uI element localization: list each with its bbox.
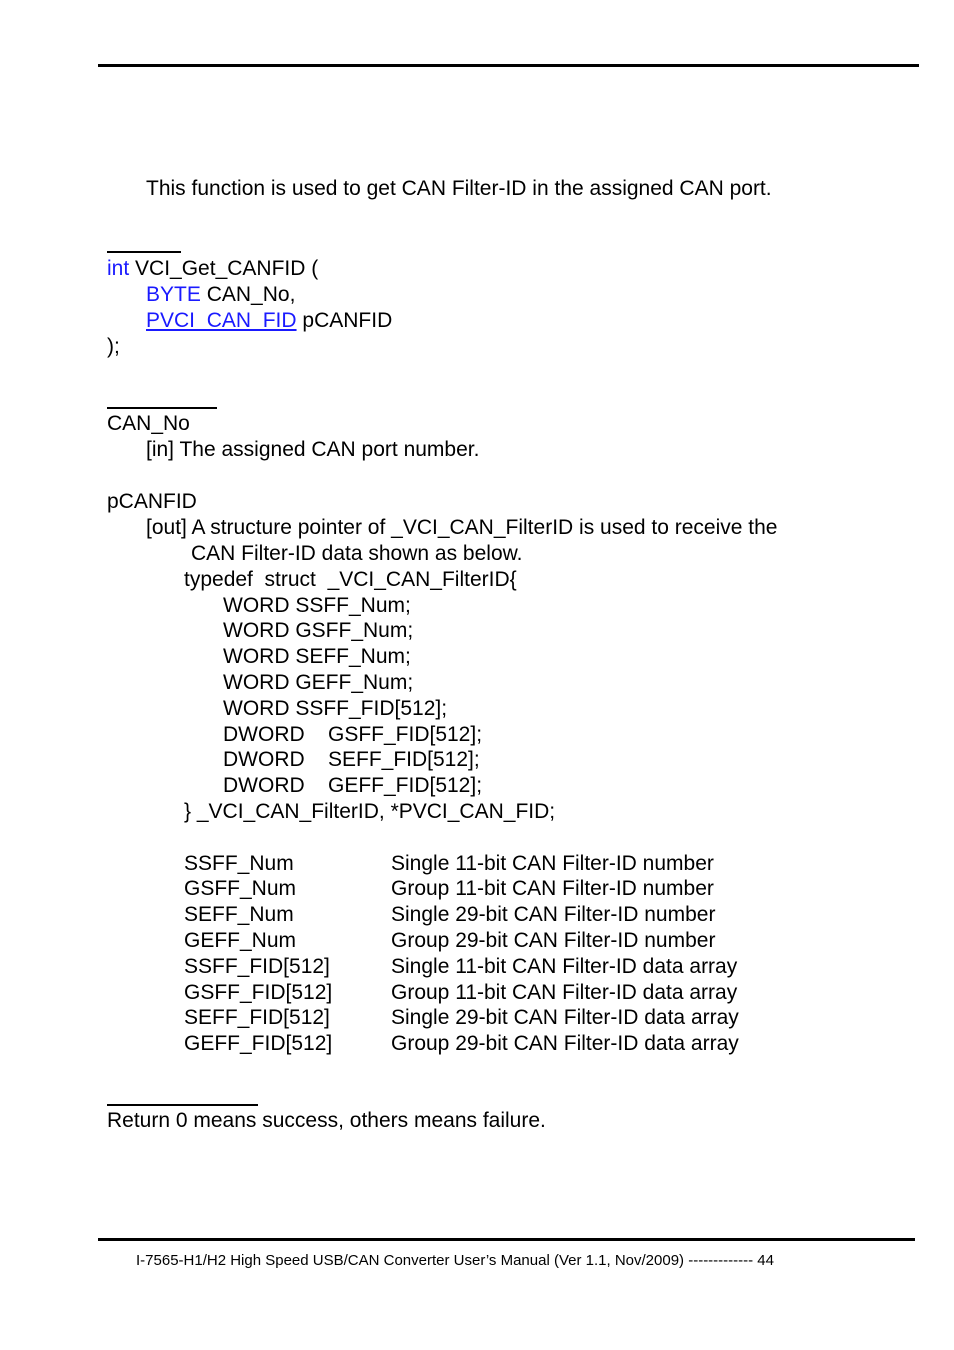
struct-field: DWORD SEFF_FID[512]; [223, 748, 480, 771]
struct-field: WORD SEFF_Num; [223, 645, 411, 668]
param1-name: CAN_No, [206, 283, 296, 306]
return-type: int [107, 257, 130, 280]
header-rule [98, 64, 919, 67]
param-pcanfid-desc-2: CAN Filter-ID data shown as below. [191, 542, 523, 565]
param-can-no-name: CAN_No [107, 412, 190, 435]
footer-rule [98, 1238, 915, 1241]
field-name: GSFF_FID[512] [184, 981, 333, 1004]
function-description: This function is used to get CAN Filter-ID in the assigned CAN port. [146, 177, 772, 200]
field-name: SEFF_FID[512] [184, 1006, 330, 1029]
syntax-close: ); [107, 335, 120, 358]
field-name: SSFF_FID[512] [184, 955, 330, 978]
param2-type: PVCI_CAN_FID [146, 309, 297, 332]
parameters-heading-underline [107, 407, 217, 409]
field-desc: Single 29-bit CAN Filter-ID data array [391, 1006, 739, 1029]
struct-field: WORD GSFF_Num; [223, 619, 414, 642]
param-pcanfid-name: pCANFID [107, 490, 197, 513]
param1-type: BYTE [146, 283, 201, 306]
field-name: SEFF_Num [184, 903, 294, 926]
param2-name: pCANFID [302, 309, 393, 332]
syntax-line-3 [146, 308, 392, 334]
syntax-line-2 [146, 282, 295, 308]
field-name: GSFF_Num [184, 877, 297, 900]
param-pcanfid-desc-1: [out] A structure pointer of _VCI_CAN_FilterID is used to receive the [146, 516, 778, 539]
field-desc: Group 11-bit CAN Filter-ID number [391, 877, 714, 900]
struct-field: WORD GEFF_Num; [223, 671, 414, 694]
struct-field: WORD SSFF_Num; [223, 594, 411, 617]
field-desc: Single 11-bit CAN Filter-ID data array [391, 955, 738, 978]
return-value: Return 0 means success, others means failure. [107, 1109, 546, 1132]
syntax-heading-underline [107, 251, 181, 253]
syntax-line-1 [107, 256, 318, 282]
struct-field: DWORD GEFF_FID[512]; [223, 774, 483, 797]
struct-field: WORD SSFF_FID[512]; [223, 697, 448, 720]
field-name: SSFF_Num [184, 852, 294, 875]
field-desc: Group 11-bit CAN Filter-ID data array [391, 981, 738, 1004]
field-desc: Single 29-bit CAN Filter-ID number [391, 903, 716, 926]
function-name: VCI_Get_CANFID ( [135, 257, 319, 280]
field-desc: Group 29-bit CAN Filter-ID data array [391, 1032, 739, 1055]
field-desc: Single 11-bit CAN Filter-ID number [391, 852, 714, 875]
struct-open: typedef struct _VCI_CAN_FilterID{ [184, 568, 517, 591]
field-name: GEFF_FID[512] [184, 1032, 333, 1055]
struct-close: } _VCI_CAN_FilterID, *PVCI_CAN_FID; [184, 800, 556, 823]
field-desc: Group 29-bit CAN Filter-ID number [391, 929, 716, 952]
param-can-no-desc: [in] The assigned CAN port number. [146, 438, 480, 461]
return-heading-underline [107, 1104, 258, 1106]
field-name: GEFF_Num [184, 929, 297, 952]
struct-field: DWORD GSFF_FID[512]; [223, 723, 483, 746]
page-footer: I-7565-H1/H2 High Speed USB/CAN Converter User’s Manual (Ver 1.1, Nov/2009) ------------- 44 [136, 1252, 774, 1269]
